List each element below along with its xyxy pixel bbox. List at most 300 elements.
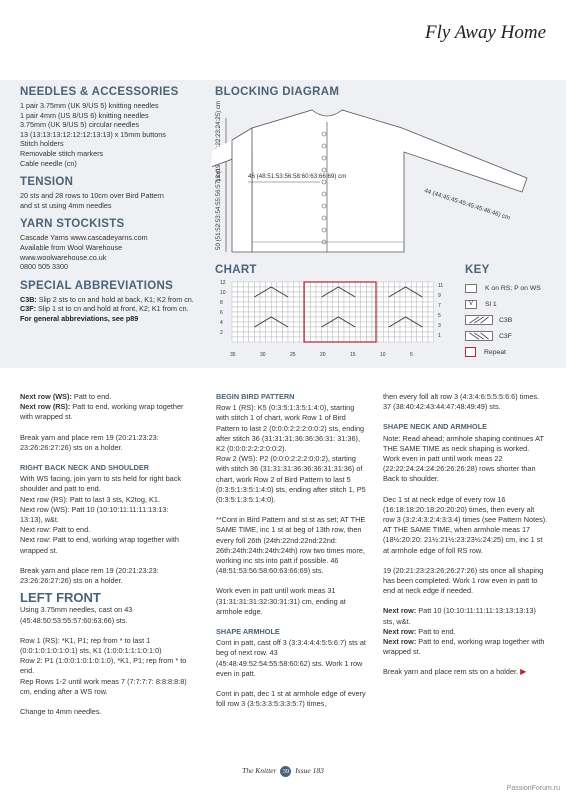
- chart-cell: [389, 332, 395, 337]
- svg-text:8: 8: [220, 300, 223, 306]
- chart-cell: [366, 327, 372, 332]
- paragraph: Row 1 (RS): K5 (0:3:5:1:3:5:1:4:0), starting with stitch 1 of chart, work Row 1 of Bird Pattern to last 2 (0:0:0:2:2:2:0:0:2) sts, ending after stitch 36 (31:31:31:36:36:36:31: 31:36), K2 (0:0:0:2:2:2:0:0:2). Row 2 (WS): P2 (0:0:0:2:2:2:0:0:2), starting with stitch 36 (31:31:31:36:36:36:31:31:36) of chart, work Row 2 of Bird Pattern to last 5 (0:3:5:1:3:5:1:4:0) sts, ending after stitch 1, P5 (0:3:5:1:3:5:1:4:0).: [216, 403, 366, 505]
- chart-cell: [310, 297, 316, 302]
- chart-cell: [238, 332, 244, 337]
- chart-cell: [372, 312, 378, 317]
- chart-cell: [361, 287, 367, 292]
- section-heading: RIGHT BACK NECK AND SHOULDER: [20, 463, 150, 473]
- chart-cell: [322, 307, 328, 312]
- chart-cell: [316, 282, 322, 287]
- chart-cell: [411, 312, 417, 317]
- chart-cell: [411, 327, 417, 332]
- chart-cell: [394, 302, 400, 307]
- chart-cell: [406, 327, 412, 332]
- chart-cell: [310, 337, 316, 342]
- svg-text:7: 7: [438, 303, 441, 309]
- chart-cell: [361, 302, 367, 307]
- chart-cell: [372, 287, 378, 292]
- chart-cell: [271, 282, 277, 287]
- chart-cell: [322, 312, 328, 317]
- yarn-line: Available from Wool Warehouse: [20, 242, 123, 252]
- chart-cell: [322, 287, 328, 292]
- chart-cell: [282, 282, 288, 287]
- chart-cell: [243, 332, 249, 337]
- needles-line: Stitch holders: [20, 139, 64, 149]
- chart-cell: [372, 302, 378, 307]
- chart-cell: [338, 312, 344, 317]
- chart-cell: [355, 312, 361, 317]
- chart-cell: [288, 302, 294, 307]
- key-heading: KEY: [465, 264, 490, 276]
- chart-cell: [322, 297, 328, 302]
- chart-cell: [355, 282, 361, 287]
- page-number: 39: [280, 766, 291, 777]
- chart-cell: [305, 312, 311, 317]
- chart-cell: [266, 307, 272, 312]
- chart-cell: [422, 287, 428, 292]
- chart-cell: [372, 292, 378, 297]
- chart-cell: [383, 292, 389, 297]
- chart-cell: [310, 302, 316, 307]
- chart-cell: [422, 312, 428, 317]
- chart-cell: [378, 322, 384, 327]
- chart-cell: [232, 327, 238, 332]
- chart-cell: [372, 297, 378, 302]
- chart-cell: [260, 282, 266, 287]
- svg-text:25: 25: [290, 352, 296, 358]
- watermark: PassionForum.ru: [506, 785, 560, 792]
- paragraph: With WS facing, join yarn to sts held for right back shoulder and patt to end. Next row (RS): Patt to last 3 sts, K2tog, K1. Next row (WS): Patt 10 (10:10:11:11:11:13:13: 13:13), w&t. Next row: Patt to end. Next row: Patt to end, working wrap together with wrapped st.: [20, 474, 182, 555]
- chart-cell: [366, 297, 372, 302]
- chart-cell: [394, 337, 400, 342]
- abbreviations-section: [20, 280, 205, 324]
- chart-cell: [422, 317, 428, 322]
- chart-cell: [243, 282, 249, 287]
- chart-cell: [232, 307, 238, 312]
- chart-cell: [238, 302, 244, 307]
- chart-cell: [271, 297, 277, 302]
- svg-text:10: 10: [220, 290, 226, 296]
- chart-cell: [411, 307, 417, 312]
- chart-cell: [310, 292, 316, 297]
- paragraph: Next row: Patt 10 (10:10:11:11:11:13:13:13:13) sts, w&t. Next row: Patt to end. Next row: Patt to end, working wrap together with wrapped st.: [383, 606, 545, 657]
- chart-cell: [288, 312, 294, 317]
- chart-cell: [428, 307, 434, 312]
- needles-line: 1 pair 4mm (US 8/US 6) knitting needles: [20, 110, 149, 120]
- chart-cell: [294, 337, 300, 342]
- chart-cell: [389, 337, 395, 342]
- chart-cell: [322, 282, 328, 287]
- chart-cell: [294, 317, 300, 322]
- chart-cell: [389, 302, 395, 307]
- chart-cell: [310, 282, 316, 287]
- chart-cell: [282, 312, 288, 317]
- needles-line: Cable needle (cn): [20, 158, 77, 168]
- chart-cell: [361, 312, 367, 317]
- chart-cell: [406, 302, 412, 307]
- chart-cell: [305, 307, 311, 312]
- chart-grid: [232, 282, 434, 342]
- chart-cell: [350, 327, 356, 332]
- chart-cell: [310, 327, 316, 332]
- abbreviations-heading: SPECIAL ABBREVIATIONS: [20, 279, 174, 292]
- cardigan-outline: [212, 110, 527, 252]
- yarn-line: Cascade Yarns www.cascadeyarns.com: [20, 233, 148, 243]
- chart-cell: [350, 287, 356, 292]
- chart-col-labels: [230, 352, 413, 358]
- chart-cell: [366, 312, 372, 317]
- chart-cell: [428, 332, 434, 337]
- chart-cell: [417, 337, 423, 342]
- chart-cell: [260, 302, 266, 307]
- chart-cell: [422, 332, 428, 337]
- general-abbrev-note: For general abbreviations, see p89: [20, 313, 139, 323]
- sleeve-label: 44 (44:45:45:45:45:45:46:46) cm: [423, 187, 511, 222]
- chart-cell: [355, 292, 361, 297]
- chart-cell: [254, 302, 260, 307]
- section-heading: SHAPE ARMHOLE: [216, 627, 280, 637]
- chart-cell: [294, 287, 300, 292]
- chart-cell: [411, 297, 417, 302]
- section-heading: SHAPE NECK AND ARMHOLE: [383, 422, 488, 432]
- paragraph: 19 (20:21:23:23:26:26:27:26) sts once all shaping has been completed. Work 1 row even in patt to end at neck edge if needed.: [383, 565, 544, 596]
- chart-cell: [366, 302, 372, 307]
- chart-cell: [406, 297, 412, 302]
- chart-cell: [271, 302, 277, 307]
- chart-cell: [394, 312, 400, 317]
- chart-cell: [322, 337, 328, 342]
- chart-cell: [338, 292, 344, 297]
- chart-cell: [327, 332, 333, 337]
- chart-cell: [406, 292, 412, 297]
- yarn-line: www.woolwarehouse.co.uk: [20, 252, 107, 262]
- chart-cell: [266, 292, 272, 297]
- chart-cell: [243, 312, 249, 317]
- chart-cell: [417, 332, 423, 337]
- chart-cell: [406, 337, 412, 342]
- svg-text:3: 3: [438, 323, 441, 329]
- chart-cell: [383, 327, 389, 332]
- chart-cell: [260, 312, 266, 317]
- chart-cell: [383, 312, 389, 317]
- chart-cell: [378, 282, 384, 287]
- chart-cell: [355, 332, 361, 337]
- svg-text:5: 5: [438, 313, 441, 319]
- chart-cell: [338, 302, 344, 307]
- chart-cell: [366, 337, 372, 342]
- chart-cell: [316, 327, 322, 332]
- chart-cell: [417, 287, 423, 292]
- chart-cell: [411, 282, 417, 287]
- chart-cell: [327, 282, 333, 287]
- chart-cell: [333, 307, 339, 312]
- chart-cell: [327, 312, 333, 317]
- chart-cell: [254, 287, 260, 292]
- chart-cell: [277, 302, 283, 307]
- chart-cell: [249, 297, 255, 302]
- chart-cell: [249, 307, 255, 312]
- chart-cell: [310, 322, 316, 327]
- paragraph: Dec 1 st at neck edge of every row 16 (16:18:18:20:18:20:20:20) times, then every alt row 3 (3:2:4:3:2:4:3:3:4) times (see Pattern Notes). AT THE SAME TIME, when armhole meas 17 (18½:20:20: 21½:21½:23:23½:24:25) cm, inc 1 st at armhole edge of foll RS row.: [383, 494, 548, 555]
- chart-cell: [238, 312, 244, 317]
- chart-cell: [316, 307, 322, 312]
- chart-cell: [366, 287, 372, 292]
- chart-cell: [282, 287, 288, 292]
- chart-cell: [288, 337, 294, 342]
- chart-cell: [327, 302, 333, 307]
- chart-cell: [417, 317, 423, 322]
- chart-cell: [310, 317, 316, 322]
- chart-cell: [232, 287, 238, 292]
- chart-cell: [282, 302, 288, 307]
- chart-cell: [383, 332, 389, 337]
- chart-cell: [372, 332, 378, 337]
- chart-cell: [372, 307, 378, 312]
- chart-cell: [266, 327, 272, 332]
- chart-cell: [389, 307, 395, 312]
- chart-cell: [310, 312, 316, 317]
- paragraph: Break yarn and place rem 19 (20:21:23:23: 23:26:26:27:26) sts on a holder.: [20, 565, 159, 586]
- tension-section: [20, 176, 205, 210]
- chart-cell: [428, 312, 434, 317]
- chart-cell: [350, 302, 356, 307]
- chart-cell: [232, 317, 238, 322]
- chart-cell: [305, 282, 311, 287]
- paragraph: Break yarn and place rem sts on a holder. ▶: [383, 667, 527, 677]
- chart-cell: [372, 282, 378, 287]
- chart-cell: [355, 307, 361, 312]
- chart-cell: [383, 282, 389, 287]
- paragraph: Cont in patt, dec 1 st at armhole edge of every foll row 3 (3:5:3:3:5:3:3:5:7) times,: [216, 689, 366, 709]
- armhole-label: 18 (19:20:21:22:23:24:25) cm: [215, 100, 222, 182]
- chart-cell: [316, 322, 322, 327]
- chart-cell: [378, 287, 384, 292]
- chart-cell: [406, 312, 412, 317]
- key-item-c3f: C3F: [465, 328, 560, 344]
- chart-cell: [378, 327, 384, 332]
- continue-arrow-icon: ▶: [520, 667, 527, 677]
- chart-cell: [294, 327, 300, 332]
- chart-cell: [428, 322, 434, 327]
- chart-cell: [422, 302, 428, 307]
- chart-cell: [338, 282, 344, 287]
- chart-cell: [249, 317, 255, 322]
- chart-cell: [266, 337, 272, 342]
- chart-cell: [400, 282, 406, 287]
- chart-cell: [417, 302, 423, 307]
- chart-cell: [238, 297, 244, 302]
- chart-cell: [316, 312, 322, 317]
- chart-cell: [254, 307, 260, 312]
- chart-cell: [378, 337, 384, 342]
- chart-cell: [282, 317, 288, 322]
- chart-cell: [400, 322, 406, 327]
- chart-cell: [355, 297, 361, 302]
- chart-cell: [350, 332, 356, 337]
- chart-cell: [322, 332, 328, 337]
- chart-cell: [417, 312, 423, 317]
- chart-cell: [249, 332, 255, 337]
- repeat-symbol-icon: [465, 347, 476, 357]
- chart-cell: [271, 312, 277, 317]
- chart-cell: [389, 317, 395, 322]
- paragraph: Note: Read ahead; armhole shaping continues AT THE SAME TIME as neck shaping is worked. Work even in patt until work meas 22 (22:22:24:24:24:26:26:26:28) rows shorter than Back to shoulder.: [383, 433, 544, 484]
- chart-cell: [249, 322, 255, 327]
- chart-cell: [254, 312, 260, 317]
- chart-cell: [266, 312, 272, 317]
- chart-cell: [282, 327, 288, 332]
- chart-cell: [383, 322, 389, 327]
- chart-cell: [344, 307, 350, 312]
- tension-line: and st st using 4mm needles: [20, 200, 112, 210]
- chart-cell: [271, 327, 277, 332]
- chart-cell: [422, 327, 428, 332]
- chart-cell: [232, 297, 238, 302]
- chart-cell: [422, 322, 428, 327]
- chart-cell: [400, 302, 406, 307]
- chart-cell: [383, 297, 389, 302]
- chart-cell: [288, 332, 294, 337]
- chart-cell: [333, 312, 339, 317]
- paragraph: Change to 4mm needles.: [20, 707, 102, 717]
- chart-cell: [277, 332, 283, 337]
- chart-cell: [428, 282, 434, 287]
- chart-cell: [378, 332, 384, 337]
- chart-cell: [422, 282, 428, 287]
- chart-cell: [383, 302, 389, 307]
- chart-cell: [305, 287, 311, 292]
- chart-cell: [406, 282, 412, 287]
- chart-cell: [282, 337, 288, 342]
- chart-cell: [277, 327, 283, 332]
- chart-cell: [238, 327, 244, 332]
- chart-cell: [338, 322, 344, 327]
- chart-cell: [249, 312, 255, 317]
- width-label: 46 (48:51:53:56:58:60:63:66:69) cm: [248, 173, 347, 180]
- svg-text:6: 6: [220, 310, 223, 316]
- chart-cell: [254, 337, 260, 342]
- info-column: [20, 86, 205, 332]
- chart-cell: [344, 282, 350, 287]
- chart-cell: [310, 332, 316, 337]
- chart-cell: [366, 317, 372, 322]
- chart-cell: [243, 317, 249, 322]
- chart-cell: [254, 332, 260, 337]
- needles-line: 3.75mm (UK 9/US 5) circular needles: [20, 120, 140, 130]
- chart-cell: [232, 337, 238, 342]
- chart-cell: [378, 312, 384, 317]
- chart-cell: [238, 282, 244, 287]
- chart-cell: [305, 292, 311, 297]
- chart-cell: [378, 302, 384, 307]
- chart-cell: [344, 312, 350, 317]
- section-heading: BEGIN BIRD PATTERN: [216, 392, 295, 401]
- chart-cell: [366, 282, 372, 287]
- chart-cell: [260, 327, 266, 332]
- svg-text:35: 35: [230, 352, 236, 358]
- bird-pattern-chart: [220, 276, 446, 364]
- chart-cell: [266, 297, 272, 302]
- chart-cell: [400, 307, 406, 312]
- chart-cell: [428, 302, 434, 307]
- chart-cell: [394, 282, 400, 287]
- chart-cell: [277, 337, 283, 342]
- chart-cell: [383, 287, 389, 292]
- key-item-knit: K on RS; P on WS: [465, 280, 560, 296]
- chart-cell: [366, 322, 372, 327]
- svg-text:5: 5: [410, 352, 413, 358]
- chart-cell: [400, 337, 406, 342]
- chart-cell: [294, 332, 300, 337]
- yarn-heading: YARN STOCKISTS: [20, 218, 125, 231]
- chart-cell: [327, 327, 333, 332]
- chart-cell: [361, 292, 367, 297]
- paragraph: Work even in patt until work meas 31 (31:31:31:31:32:30:31:31) cm, ending at armhole edge.: [216, 586, 346, 616]
- chart-cell: [378, 317, 384, 322]
- chart-cell: [249, 302, 255, 307]
- blocking-diagram-heading: BLOCKING DIAGRAM: [215, 86, 340, 98]
- chart-cell: [355, 302, 361, 307]
- chart-cell: [372, 337, 378, 342]
- svg-text:4: 4: [220, 320, 223, 326]
- chart-cell: [422, 297, 428, 302]
- chart-cell: [243, 327, 249, 332]
- chart-cell: [422, 307, 428, 312]
- chart-cell: [333, 332, 339, 337]
- tension-line: 20 sts and 28 rows to 10cm over Bird Pattern: [20, 191, 164, 201]
- svg-text:20: 20: [320, 352, 326, 358]
- chart-cell: [316, 292, 322, 297]
- chart-cell: [288, 287, 294, 292]
- chart-cell: [428, 292, 434, 297]
- chart-cell: [400, 332, 406, 337]
- chart-cell: [417, 307, 423, 312]
- chart-cell: [338, 337, 344, 342]
- chart-cell: [361, 317, 367, 322]
- needles-line: Removable stitch markers: [20, 148, 104, 158]
- knit-symbol-icon: [465, 284, 477, 293]
- chart-cell: [282, 332, 288, 337]
- chart-cell: [428, 327, 434, 332]
- chart-cell: [394, 332, 400, 337]
- chart-cell: [277, 312, 283, 317]
- chart-cell: [400, 312, 406, 317]
- c3f-symbol-icon: [465, 331, 493, 341]
- chart-cell: [232, 332, 238, 337]
- chart-cell: [254, 282, 260, 287]
- chart-key: [465, 280, 560, 360]
- chart-cell: [316, 332, 322, 337]
- chart-cell: [288, 282, 294, 287]
- chart-cell: [344, 332, 350, 337]
- chart-cell: [411, 332, 417, 337]
- chart-cell: [366, 332, 372, 337]
- paragraph: Break yarn and place rem 19 (20:21:23:23: 23:26:26:27:26) sts on a holder.: [20, 432, 159, 452]
- chart-cell: [355, 322, 361, 327]
- chart-cell: [344, 337, 350, 342]
- chart-cell: [361, 332, 367, 337]
- chart-cell: [338, 307, 344, 312]
- chart-cell: [271, 322, 277, 327]
- svg-text:1: 1: [438, 333, 441, 339]
- chart-cell: [305, 302, 311, 307]
- paragraph: Cont in patt, cast off 3 (3:3:4:4:4:5:5:6:7) sts at beg of next row. 43 (45:48:49:52:54:55:58:60:62) sts. Work 1 row even in patt.: [216, 638, 366, 678]
- chart-cell: [378, 292, 384, 297]
- chart-cell: [266, 332, 272, 337]
- chart-cell: [350, 297, 356, 302]
- chart-cell: [322, 302, 328, 307]
- chart-cell: [333, 297, 339, 302]
